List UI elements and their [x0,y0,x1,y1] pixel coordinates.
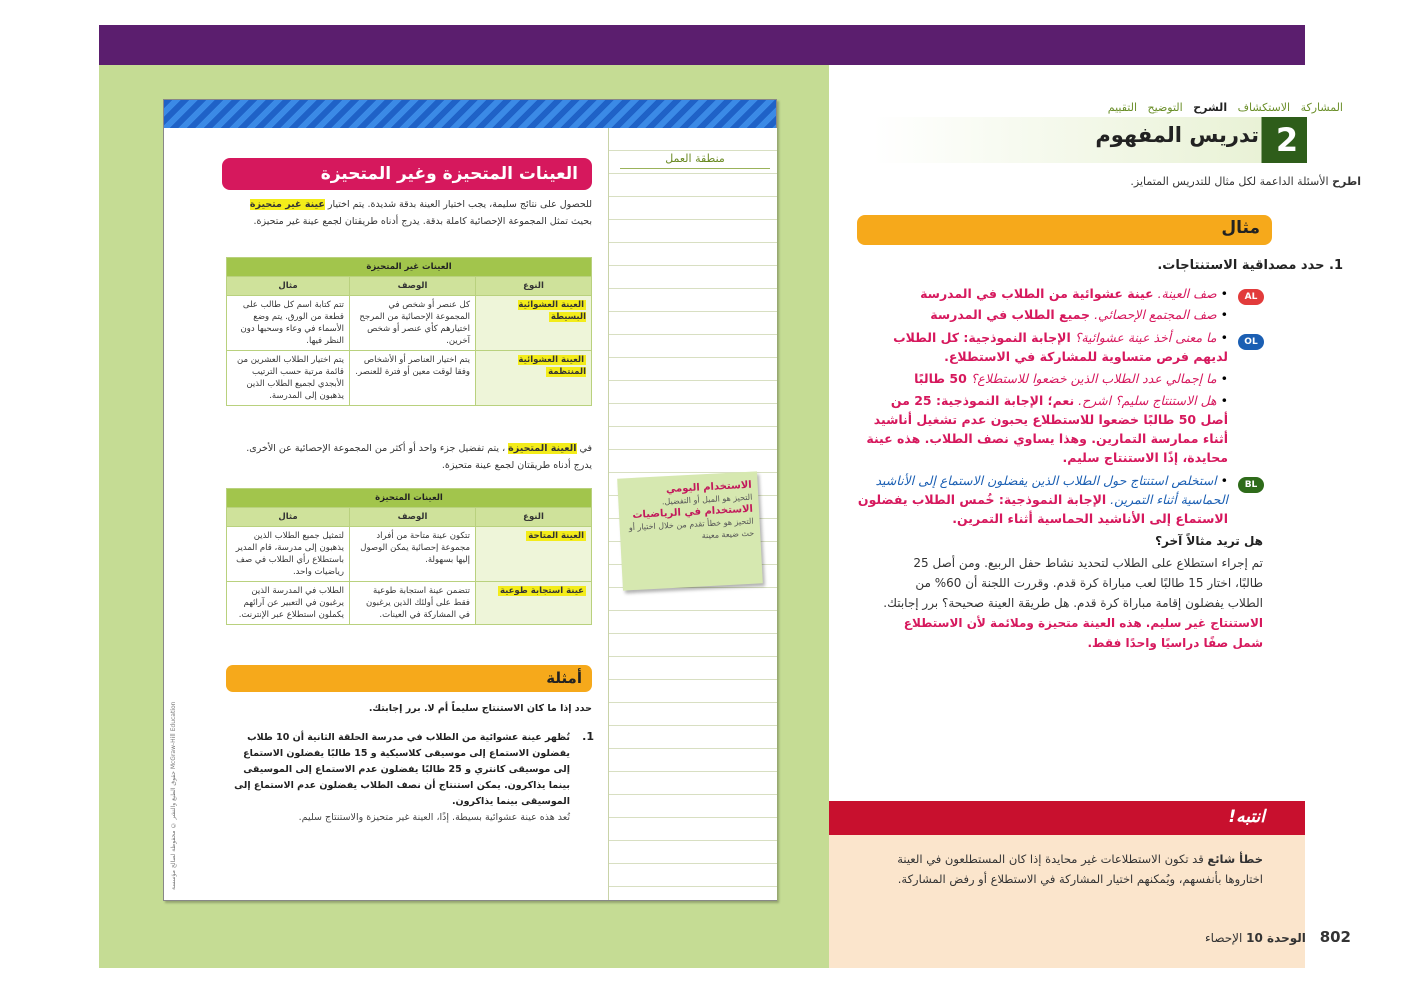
sample-type: العينة المتاحة [528,531,584,541]
sample-desc: كل عنصر أو شخص في المجموعة الإحصائية من المرجح اختيارهم كأي عنصر أو شخص آخرين. [350,296,476,351]
sticky-title-everyday: الاستخدام اليومي [665,479,752,496]
another-example-text [883,553,1263,653]
ol1-a: الإجابة النموذجية: كل الطلاب لديهم فرص متساوية للمشاركة في الاستطلاع. [893,330,1228,364]
footer-topic: الإحصاء [1205,931,1243,945]
list-item: • صف المجتمع الإحصائي. جميع الطلاب في المدرسة [930,307,1228,322]
notes-title: منطقة العمل [620,152,770,169]
ol1-q: ما معنى أخذ عينة عشوائية؟ [1074,330,1217,345]
bl1-q: استخلص استنتاج حول الطلاب الذين يفضلون الاستماع إلى الأناشيد الحماسية أثناء التمرين. [875,473,1228,507]
ol3-a: نعم؛ الإجابة النموذجية: 25 من أصل 50 طالبًا خضعوا للاستطلاع يحبون عدم تشغيل أناشيد أثناء ممارسة التمارين. وهذا يساوي نصف الطلاب. هذه عينة محايدة، إذًا الاستنتاج سليم. [866,393,1228,465]
example-text: تُظهر عينة عشوائية من الطلاب في مدرسة الحلقة الثانية أن 10 طلاب يفضلون الاستماع إلى موسيقى كلاسيكية و 15 طالبًا يفضلون الاستماع إلى موسيقى كانتري و 25 طالبًا يفضلون عدم الاستماع إلى الموسيقى بينما يذاكرون. يمكن استنتاج أن نصف الطلاب يفضلون عدم الاستماع إلى الموسيقى بينما يذاكرون. [234,732,570,807]
item-title-text: حدد مصداقية الاستنتاجات. [1157,258,1325,273]
list-item: • ما إجمالي عدد الطلاب الذين خضعوا للاستطلاع؟ 50 طالبًا [914,371,1228,386]
sample-desc: تتكون عينة متاحة من أفراد مجموعة إحصائية يمكن الوصول إليها بسهولة. [350,527,476,582]
ask-bold: اطرح [1332,175,1361,188]
sample-example: الطلاب في المدرسة الذين يرغبون في التعبير عن آرائهم يكملون استطلاع عبر الإنترنت. [227,582,350,625]
table-row [227,296,592,351]
table2-header: مثال [227,508,350,527]
ol3-q: هل الاستنتاج سليم؟ اشرح. [1078,393,1217,408]
ol-badge [1238,329,1264,350]
top-banner [99,25,1305,65]
sample-example: لتمثيل جميع الطلاب الذين يذهبون إلى مدرسة، قام المدير باستطلاع رأي الطلاب في صف رياضيات واحد. [227,527,350,582]
caution-body [829,835,1305,968]
ol2-a: 50 طالبًا [914,371,967,386]
table-row [227,351,592,406]
table1-header: مثال [227,277,350,296]
biased-paragraph [234,440,592,474]
sticky-text-math: التحيز هو خطأ تقدم من خلال اختيار أو حث ضيعة معينة [628,516,755,541]
intro-post: بحيث تمثل المجموعة الإحصائية كاملة بدقة. يدرج أدناه طريقتان لجمع عينة غير متحيزة. [253,216,592,227]
al2-a: جميع الطلاب في المدرسة [930,307,1091,322]
caution-text-block [889,849,1263,889]
item-title [1157,258,1343,273]
another-answer: الاستنتاج غير سليم. هذه العينة متحيزة وملائمة لأن الاستطلاع شمل صفًا دراسيًا واحدًا فقط. [903,616,1263,650]
table-row [227,527,592,582]
example-answer: تُعد هذه عينة عشوائية بسيطة. إذًا، العينة غير متحيزة والاستنتاج سليم. [298,812,570,823]
student-page [163,99,777,901]
breadcrumb-item[interactable]: التقييم [1107,101,1138,114]
breadcrumb-item[interactable]: التوضيح [1147,101,1183,114]
page-footer [1205,928,1351,946]
page-number: 802 [1319,928,1351,946]
list-item: • هل الاستنتاج سليم؟ اشرح. نعم؛ الإجابة النموذجية: 25 من أصل 50 طالبًا خضعوا للاستطلاع يحبون عدم تشغيل أناشيد أثناء ممارسة التمارين. وهذا يساوي نصف الطلاب. هذه عينة محايدة، إذًا الاستنتاج سليم. [866,393,1228,465]
table2-header: النوع [476,508,592,527]
table2-header: الوصف [350,508,476,527]
step-title: تدريس المفهوم [1095,123,1259,147]
al-badge [1238,284,1264,305]
caution-label: انتبه! [1228,807,1265,827]
another-text: تم إجراء استطلاع على الطلاب لتحديد نشاط حفل الربيع. ومن أصل 25 طالبًا، اختار 15 طالبًا لعب مباراة كرة قدم. وقررت اللجنة أن 60% من الطلاب يفضلون إقامة مباراة كرة قدم. هل طريقة العينة صحيحة؟ برر إجابتك. [883,556,1263,610]
al1-q: صف العينة. [1157,286,1217,301]
footer-unit: الوحدة 10 [1246,931,1306,945]
bl1-a: الإجابة النموذجية: خُمس الطلاب يفضلون الاستماع إلى الأناشيد الحماسية أثناء التمرين. [857,492,1228,526]
bl-questions [850,471,1228,528]
breadcrumb-item[interactable]: الاستكشاف [1237,101,1291,114]
examples-header: أمثلة [226,665,592,692]
sample-example: تتم كتابة اسم كل طالب على قطعة من الورق. يتم وضع الأسماء في وعاء وسحبها دون النظر فيها. [227,296,350,351]
unbiased-samples-table [226,257,592,406]
example-label: مثال [1221,218,1260,238]
table1-caption: العينات غير المتحيزة [227,258,592,277]
sample-desc: تتضمن عينة استجابة طوعية فقط على أولئك الذين يرغبون في المشاركة في العينات. [350,582,476,625]
sample-desc: يتم اختيار العناصر أو الأشخاص وفقا لوقت معين أو فترة للعنصر. [350,351,476,406]
sample-type: العينة العشوائية المنتظمة [518,355,586,377]
examples-instruction: حدد إذا ما كان الاستنتاج سليماً أم لا. برر إجابتك. [368,703,592,714]
table2-caption: العينات المتحيزة [227,489,592,508]
caution-bold: خطأ شائع [1207,852,1263,866]
table-row [227,582,592,625]
ol-badge-label: OL [1238,334,1264,350]
bl-badge [1238,472,1264,493]
intro-term: عينة غير متحيزة [249,199,325,210]
biased-samples-table [226,488,592,625]
ask-instruction [1130,175,1361,188]
sticky-title-math: الاستخدام في الرياضيات [632,503,754,521]
caution-bar [829,801,1305,835]
example-number: 1. [582,730,594,743]
list-item: • صف العينة. عينة عشوائية من الطلاب في المدرسة [920,286,1228,301]
lesson-title: العينات المتحيزة وغير المتحيزة [222,158,592,190]
al-badge-label: AL [1238,289,1264,305]
al1-a: عينة عشوائية من الطلاب في المدرسة [920,286,1154,301]
breadcrumb-item-current[interactable]: الشرح [1193,101,1228,114]
vocabulary-sticky-note [617,471,763,590]
table1-header: النوع [476,277,592,296]
intro-pre: للحصول على نتائج سليمة، يجب اختيار العينة بدقة شديدة. يتم اختيار [327,199,592,210]
lesson-step-header [873,117,1307,163]
breadcrumb-item[interactable]: المشاركة [1300,101,1343,114]
al2-q: صف المجتمع الإحصائي. [1094,307,1217,322]
biased-post: ، يتم تفضيل جزء واحد أو أكثر من المجموعة الإحصائية عن الأخرى. يدرج أدناه طريقتان لجمع عينة متحيزة. [246,443,592,471]
biased-term: العينة المتحيزة [508,443,577,454]
breadcrumb [1108,101,1343,114]
step-number: 2 [1275,121,1299,159]
table1-header: الوصف [350,277,476,296]
sample-type: العينة العشوائية البسيطة [518,300,586,322]
ol-questions [860,328,1228,467]
another-example-title: هل تريد مثالاً آخر؟ [1155,534,1263,548]
example-bar [857,215,1272,245]
list-item: • ما معنى أخذ عينة عشوائية؟ الإجابة النموذجية: كل الطلاب لديهم فرص متساوية للمشاركة في الاستطلاع. [893,330,1228,364]
intro-paragraph [234,196,592,230]
sample-type: عينة استجابة طوعية [500,586,584,596]
ask-text: الأسئلة الداعمة لكل مثال للتدريس المتمايز. [1130,175,1329,188]
bl-badge-label: BL [1238,477,1264,493]
blue-stripe [164,100,776,128]
biased-pre: في [579,443,592,454]
copyright-vertical: حقوق الطبع والنشر © محفوظة لصالح مؤسسة McGraw-Hill Education [170,701,177,890]
sticky-text-everyday: التحيز هو الميل أو التفضيل. [661,492,753,507]
list-item: • استخلص استنتاج حول الطلاب الذين يفضلون الاستماع إلى الأناشيد الحماسية أثناء التمرين. الإجابة النموذجية: خُمس الطلاب يفضلون الاستماع إلى الأناشيد الحماسية أثناء التمرين. [857,473,1228,526]
al-questions [860,283,1228,325]
ol2-q: ما إجمالي عدد الطلاب الذين خضعوا للاستطلاع؟ [970,371,1217,386]
caution-text: قد تكون الاستطلاعات غير محايدة إذا كان المستطلعون في العينة اختاروها بأنفسهم، ويُمكنهم اختيار المشاركة في الاستطلاع أو رفض المشاركة. [897,852,1263,886]
sample-example: يتم اختيار الطلاب العشرين من قائمة مرتبة حسب الترتيب الأبجدي لجميع الطلاب الذين يذهبون إلى المدرسة. [227,351,350,406]
item-number: 1. [1329,258,1343,273]
